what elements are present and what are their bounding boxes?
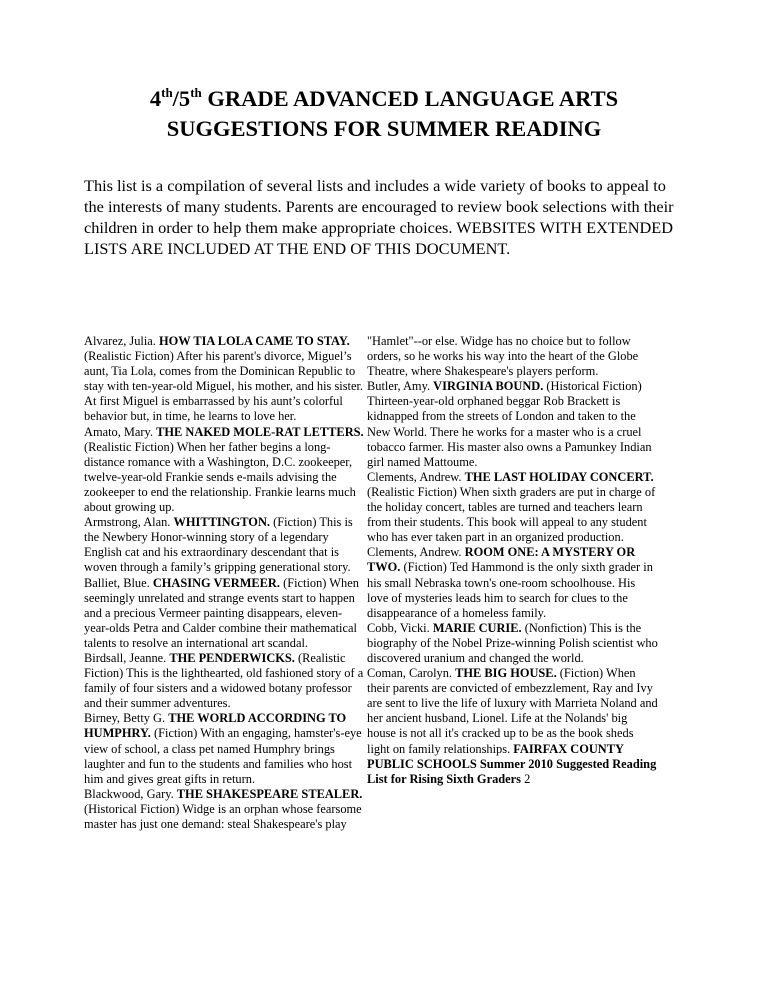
- book-entry-continued: "Hamlet"--or else. Widge has no choice but to follow orders, so he works his way into the heart of the Globe Theatre, where Shakespeare's players perform.: [367, 334, 639, 379]
- page-number: 2: [520, 771, 531, 786]
- book-entry: Butler, Amy. VIRGINIA BOUND. (Historical Fiction) Thirteen-year-old orphaned beggar Rob Brackett is kidnapped from the streets of London and taken to the New World. There he works for a master who is a cruel tobacco farmer. His master also owns a Pamunkey Indian girl named Mattoume.: [367, 379, 652, 469]
- right-column: [367, 334, 659, 787]
- footer-source: FAIRFAX COUNTY PUBLIC SCHOOLS Summer 2010 Suggested Reading List for Rising Sixth Graders: [367, 741, 657, 786]
- intro-paragraph: This list is a compilation of several lists and includes a wide variety of books to appeal to the interests of many students. Parents are encouraged to review book selections with their children in order to help them make appropriate choices. WEBSITES WITH EXTENDED LISTS ARE INCLUDED AT THE END OF THIS DOCUMENT.: [84, 176, 674, 258]
- book-entry: Clements, Andrew. THE LAST HOLIDAY CONCERT. (Realistic Fiction) When sixth graders are put in charge of the holiday concert, tables are turned and teachers learn from their students. This book will appeal to any student who has ever taken part in an organized production.: [367, 469, 656, 545]
- book-entry: Amato, Mary. THE NAKED MOLE-RAT LETTERS. (Realistic Fiction) When her father begins a long-distance romance with a Washington, D.C. zookeeper, twelve-year-old Frankie sends e-mails advising the zookeeper to end the relationship. Frankie learns much about growing up.: [84, 424, 364, 515]
- title-line-2: SUGGESTIONS FOR SUMMER READING: [166, 116, 602, 141]
- book-entry: Balliet, Blue. CHASING VERMEER. (Fiction) When seemingly unrelated and strange events start to happen and a precious Vermeer painting disappears, eleven-year-olds Petra and Calder combine their mathematical talents to resolve an international art scandal.: [84, 575, 359, 650]
- book-entry: Coman, Carolyn. THE BIG HOUSE. (Fiction) When their parents are convicted of embezzlement, Ray and Ivy are sent to live the life of luxury with Marrieta Noland and her ancient husband, Lionel. Life at the Nolands' big house is not all it's cracked up to be as the book sheds light on family relationships. FAIRFAX COUNTY PUBLIC SCHOOLS Summer 2010 Suggested Reading List for Rising Sixth Graders 2: [367, 666, 658, 786]
- book-entry: Clements, Andrew. ROOM ONE: A MYSTERY OR TWO. (Fiction) Ted Hammond is the only sixth grader in his small Nebraska town's one-room schoolhouse. His love of mysteries leads him to search for clues to the disappearance of a homeless family.: [367, 545, 653, 620]
- book-entry: Cobb, Vicki. MARIE CURIE. (Nonfiction) This is the biography of the Nobel Prize-winning Polish scientist who discovered uranium and changed the world.: [367, 620, 658, 665]
- book-entry: Blackwood, Gary. THE SHAKESPEARE STEALER. (Historical Fiction) Widge is an orphan whose fearsome master has just one demand: steal Shakespeare's play: [84, 786, 363, 831]
- book-entry: Birdsall, Jeanne. THE PENDERWICKS. (Realistic Fiction) This is the lighthearted, old fashioned story of a family of four sisters and a widowed botany professor and their summer adventures.: [84, 650, 364, 711]
- book-entry: Armstrong, Alan. WHITTINGTON. (Fiction) This is the Newbery Honor-winning story of a legendary English cat and his extraordinary descendant that is woven through a family’s gripping generational story.: [84, 515, 353, 575]
- left-column: [84, 334, 364, 832]
- title-line-1: 4th/5th GRADE ADVANCED LANGUAGE ARTS: [149, 84, 619, 111]
- book-entry: Birney, Betty G. THE WORLD ACCORDING TO HUMPHRY. (Fiction) With an engaging, hamster's-eye view of school, a class pet named Humphry brings laughter and fun to the students and families who host him and gives great gifts in return.: [84, 711, 362, 786]
- book-entry: Alvarez, Julia. HOW TIA LOLA CAME TO STAY. (Realistic Fiction) After his parent's divorce, Miguel’s aunt, Tia Lola, comes from the Dominican Republic to stay with ten-year-old Miguel, his mother, and his sister. At first Miguel is embarrassed by his aunt’s colorful behavior but, in time, he learns to love her.: [84, 334, 364, 424]
- page-title: [0, 84, 768, 144]
